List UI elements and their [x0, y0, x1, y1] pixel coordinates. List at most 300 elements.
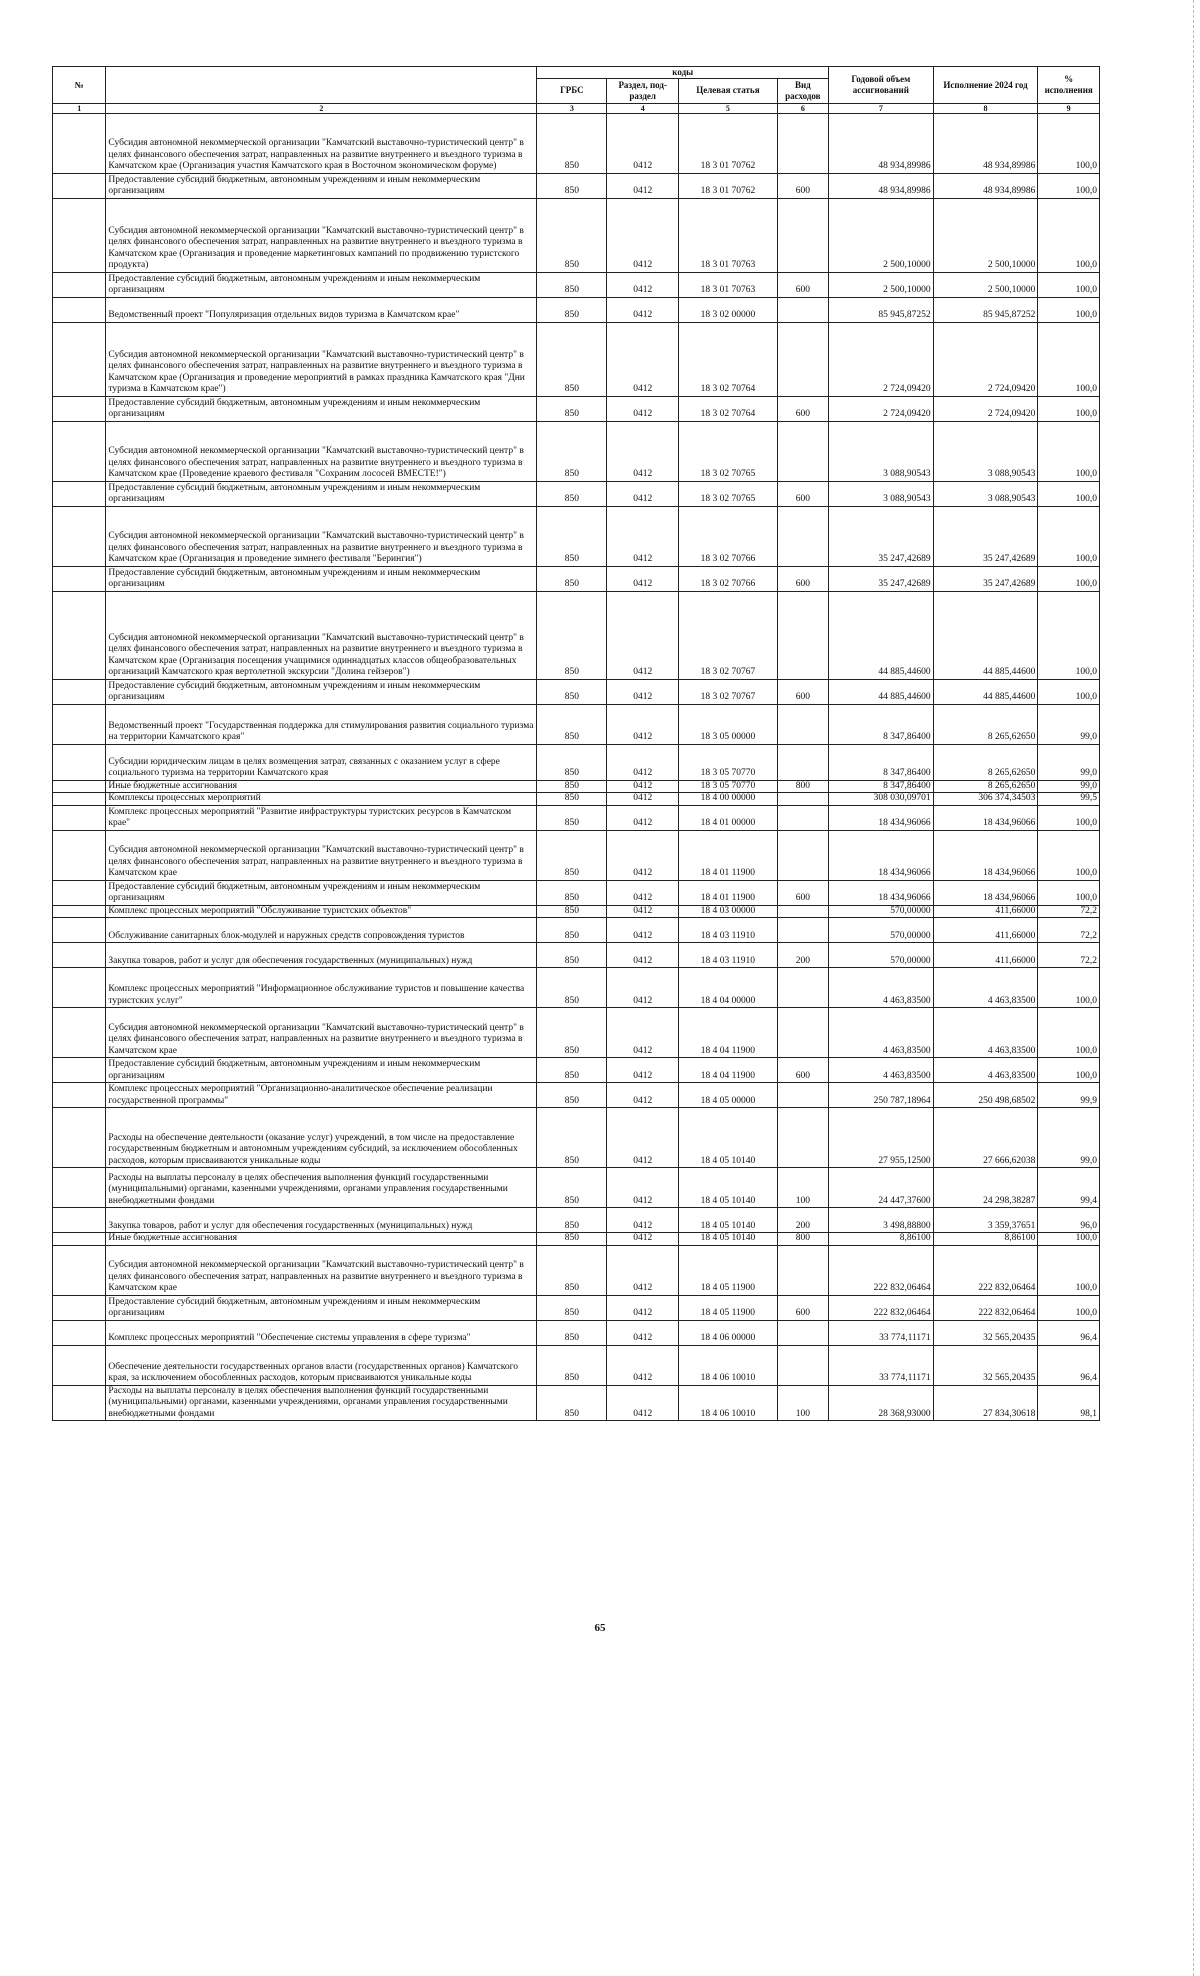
- row-target-article: 18 3 05 70770: [679, 744, 778, 780]
- row-annual-amount: 35 247,42689: [828, 506, 933, 566]
- column-number-cell: 7: [828, 103, 933, 113]
- row-execution-percent: 100,0: [1038, 1058, 1100, 1083]
- row-expense-type: [777, 1108, 828, 1168]
- row-number-cell: [53, 1058, 106, 1083]
- row-description: Предоставление субсидий бюджетным, автономным учреждениям и иным некоммерческим организациям: [106, 880, 537, 905]
- row-section: 0412: [607, 506, 679, 566]
- row-expense-type: [777, 793, 828, 806]
- row-execution-amount: 32 565,20435: [933, 1345, 1038, 1385]
- row-number-cell: [53, 113, 106, 173]
- row-grbs: 850: [537, 744, 607, 780]
- row-section: 0412: [607, 1245, 679, 1295]
- header-description: [106, 67, 537, 104]
- row-execution-amount: 411,66000: [933, 918, 1038, 943]
- row-annual-amount: 2 724,09420: [828, 322, 933, 396]
- column-number-row: [53, 103, 1100, 113]
- row-execution-percent: 100,0: [1038, 198, 1100, 272]
- row-description: Субсидия автономной некоммерческой организации "Камчатский выставочно-туристический центр" в целях финансового обеспечения затрат, направленных на развитие внутреннего и въездного туризма в Камчатском крае (Проведение краевого фестиваля "Сохраним лососей ВМЕСТЕ!"): [106, 421, 537, 481]
- row-target-article: 18 4 04 11900: [679, 1058, 778, 1083]
- row-expense-type: 600: [777, 396, 828, 421]
- row-section: 0412: [607, 1208, 679, 1233]
- row-target-article: 18 4 05 11900: [679, 1245, 778, 1295]
- row-execution-percent: 100,0: [1038, 297, 1100, 322]
- row-execution-percent: 100,0: [1038, 506, 1100, 566]
- row-annual-amount: 3 498,88800: [828, 1208, 933, 1233]
- row-grbs: 850: [537, 272, 607, 297]
- row-target-article: 18 4 06 00000: [679, 1320, 778, 1345]
- row-section: 0412: [607, 880, 679, 905]
- row-number-cell: [53, 744, 106, 780]
- row-annual-amount: 8,86100: [828, 1233, 933, 1246]
- row-expense-type: [777, 830, 828, 880]
- row-execution-percent: 98,1: [1038, 1385, 1100, 1421]
- row-execution-amount: 2 500,10000: [933, 272, 1038, 297]
- row-execution-percent: 100,0: [1038, 566, 1100, 591]
- row-annual-amount: 570,00000: [828, 905, 933, 918]
- header-pct: % исполнения: [1038, 67, 1100, 104]
- row-number-cell: [53, 679, 106, 704]
- row-description: Комплекс процессных мероприятий "Обеспечение системы управления в сфере туризма": [106, 1320, 537, 1345]
- row-grbs: 850: [537, 1083, 607, 1108]
- row-annual-amount: 4 463,83500: [828, 1008, 933, 1058]
- row-annual-amount: 48 934,89986: [828, 113, 933, 173]
- row-grbs: 850: [537, 173, 607, 198]
- row-execution-percent: 99,0: [1038, 704, 1100, 744]
- row-grbs: 850: [537, 830, 607, 880]
- row-description: Предоставление субсидий бюджетным, автономным учреждениям и иным некоммерческим организациям: [106, 679, 537, 704]
- row-execution-percent: 72,2: [1038, 918, 1100, 943]
- row-expense-type: 600: [777, 173, 828, 198]
- row-section: 0412: [607, 1108, 679, 1168]
- table-row: [53, 1208, 1100, 1233]
- row-annual-amount: 4 463,83500: [828, 1058, 933, 1083]
- column-number-cell: 4: [607, 103, 679, 113]
- row-execution-percent: 99,0: [1038, 1108, 1100, 1168]
- row-annual-amount: 570,00000: [828, 918, 933, 943]
- row-execution-percent: 96,0: [1038, 1208, 1100, 1233]
- header-codes: коды: [537, 67, 829, 79]
- row-annual-amount: 18 434,96066: [828, 830, 933, 880]
- row-number-cell: [53, 272, 106, 297]
- row-target-article: 18 4 06 10010: [679, 1345, 778, 1385]
- row-annual-amount: 8 347,86400: [828, 704, 933, 744]
- row-section: 0412: [607, 591, 679, 679]
- row-grbs: 850: [537, 679, 607, 704]
- row-section: 0412: [607, 679, 679, 704]
- row-execution-amount: 8 265,62650: [933, 744, 1038, 780]
- row-grbs: 850: [537, 880, 607, 905]
- row-description: Предоставление субсидий бюджетным, автономным учреждениям и иным некоммерческим организациям: [106, 1295, 537, 1320]
- table-row: [53, 1233, 1100, 1246]
- row-annual-amount: 27 955,12500: [828, 1108, 933, 1168]
- row-expense-type: 600: [777, 481, 828, 506]
- row-section: 0412: [607, 780, 679, 793]
- row-execution-amount: 8 265,62650: [933, 780, 1038, 793]
- row-target-article: 18 4 05 00000: [679, 1083, 778, 1108]
- row-expense-type: 100: [777, 1385, 828, 1421]
- row-execution-percent: 100,0: [1038, 968, 1100, 1008]
- row-description: Предоставление субсидий бюджетным, автономным учреждениям и иным некоммерческим организациям: [106, 173, 537, 198]
- row-annual-amount: 2 724,09420: [828, 396, 933, 421]
- table-row: [53, 481, 1100, 506]
- row-description: Расходы на обеспечение деятельности (оказание услуг) учреждений, в том числе на предоставление государственным бюджетным и автономным учреждениям субсидий, за исключением обособленных расходов, которым присваиваются уникальные коды: [106, 1108, 537, 1168]
- row-description: Субсидия автономной некоммерческой организации "Камчатский выставочно-туристический центр" в целях финансового обеспечения затрат, направленных на развитие внутреннего и въездного туризма в Камчатском крае (Организация участия Камчатского края в Восточном экономическом форуме): [106, 113, 537, 173]
- row-expense-type: 600: [777, 1058, 828, 1083]
- row-number-cell: [53, 506, 106, 566]
- row-annual-amount: 2 500,10000: [828, 198, 933, 272]
- row-target-article: 18 3 02 70765: [679, 421, 778, 481]
- row-annual-amount: 33 774,11171: [828, 1345, 933, 1385]
- row-section: 0412: [607, 566, 679, 591]
- row-execution-amount: 222 832,06464: [933, 1295, 1038, 1320]
- row-section: 0412: [607, 1320, 679, 1345]
- table-row: [53, 1008, 1100, 1058]
- row-execution-amount: 306 374,34503: [933, 793, 1038, 806]
- row-grbs: 850: [537, 1385, 607, 1421]
- row-description: Субсидия автономной некоммерческой организации "Камчатский выставочно-туристический центр" в целях финансового обеспечения затрат, направленных на развитие внутреннего и въездного туризма в Камчатском крае (Организация и проведение зимнего фестиваля "Берингия"): [106, 506, 537, 566]
- row-expense-type: [777, 704, 828, 744]
- column-number-cell: 3: [537, 103, 607, 113]
- row-expense-type: [777, 968, 828, 1008]
- row-grbs: 850: [537, 1058, 607, 1083]
- row-annual-amount: 308 030,09701: [828, 793, 933, 806]
- row-number-cell: [53, 591, 106, 679]
- row-number-cell: [53, 421, 106, 481]
- row-number-cell: [53, 793, 106, 806]
- row-execution-percent: 99,0: [1038, 780, 1100, 793]
- row-section: 0412: [607, 198, 679, 272]
- row-target-article: 18 4 01 00000: [679, 805, 778, 830]
- row-section: 0412: [607, 1233, 679, 1246]
- row-grbs: 850: [537, 918, 607, 943]
- row-grbs: 850: [537, 1320, 607, 1345]
- row-number-cell: [53, 1008, 106, 1058]
- row-execution-percent: 100,0: [1038, 272, 1100, 297]
- row-target-article: 18 4 01 11900: [679, 830, 778, 880]
- row-expense-type: 600: [777, 880, 828, 905]
- row-execution-percent: 100,0: [1038, 322, 1100, 396]
- row-description: Закупка товаров, работ и услуг для обеспечения государственных (муниципальных) нужд: [106, 1208, 537, 1233]
- row-section: 0412: [607, 481, 679, 506]
- row-execution-percent: 100,0: [1038, 805, 1100, 830]
- row-description: Иные бюджетные ассигнования: [106, 780, 537, 793]
- row-target-article: 18 3 05 00000: [679, 704, 778, 744]
- row-description: Расходы на выплаты персоналу в целях обеспечения выполнения функций государственными (муниципальными) органами, казенными учреждениями, органами управления государственными внебюджетными фондами: [106, 1168, 537, 1208]
- row-annual-amount: 48 934,89986: [828, 173, 933, 198]
- table-row: [53, 679, 1100, 704]
- row-annual-amount: 570,00000: [828, 943, 933, 968]
- table-row: [53, 1295, 1100, 1320]
- row-grbs: 850: [537, 780, 607, 793]
- row-description: Предоставление субсидий бюджетным, автономным учреждениям и иным некоммерческим организациям: [106, 566, 537, 591]
- row-execution-amount: 2 724,09420: [933, 322, 1038, 396]
- row-number-cell: [53, 1108, 106, 1168]
- row-annual-amount: 8 347,86400: [828, 780, 933, 793]
- row-number-cell: [53, 880, 106, 905]
- table-row: [53, 1245, 1100, 1295]
- table-row: [53, 1058, 1100, 1083]
- row-number-cell: [53, 481, 106, 506]
- row-number-cell: [53, 1320, 106, 1345]
- row-execution-percent: 72,2: [1038, 905, 1100, 918]
- table-row: [53, 793, 1100, 806]
- table-row: [53, 1083, 1100, 1108]
- row-section: 0412: [607, 968, 679, 1008]
- row-execution-percent: 96,4: [1038, 1320, 1100, 1345]
- column-number-cell: 6: [777, 103, 828, 113]
- row-section: 0412: [607, 1345, 679, 1385]
- table-row: [53, 1385, 1100, 1421]
- row-grbs: 850: [537, 1008, 607, 1058]
- row-grbs: 850: [537, 1345, 607, 1385]
- row-execution-amount: 18 434,96066: [933, 805, 1038, 830]
- row-grbs: 850: [537, 1295, 607, 1320]
- row-grbs: 850: [537, 793, 607, 806]
- row-expense-type: [777, 805, 828, 830]
- row-target-article: 18 4 05 10140: [679, 1233, 778, 1246]
- row-section: 0412: [607, 297, 679, 322]
- table-row: [53, 396, 1100, 421]
- row-execution-amount: 48 934,89986: [933, 173, 1038, 198]
- row-number-cell: [53, 322, 106, 396]
- row-execution-amount: 250 498,68502: [933, 1083, 1038, 1108]
- table-row: [53, 1108, 1100, 1168]
- row-annual-amount: 44 885,44600: [828, 591, 933, 679]
- table-row: [53, 297, 1100, 322]
- row-description: Субсидия автономной некоммерческой организации "Камчатский выставочно-туристический центр" в целях финансового обеспечения затрат, направленных на развитие внутреннего и въездного туризма в Камчатском крае (Организация и проведение маркетинговых кампаний по продвижению туристского продукта): [106, 198, 537, 272]
- row-annual-amount: 222 832,06464: [828, 1295, 933, 1320]
- table-row: [53, 943, 1100, 968]
- row-grbs: 850: [537, 1168, 607, 1208]
- row-number-cell: [53, 1345, 106, 1385]
- row-section: 0412: [607, 1295, 679, 1320]
- row-expense-type: [777, 591, 828, 679]
- row-number-cell: [53, 704, 106, 744]
- row-expense-type: [777, 1008, 828, 1058]
- row-execution-percent: 99,5: [1038, 793, 1100, 806]
- row-execution-amount: 48 934,89986: [933, 113, 1038, 173]
- row-number-cell: [53, 905, 106, 918]
- row-description: Закупка товаров, работ и услуг для обеспечения государственных (муниципальных) нужд: [106, 943, 537, 968]
- row-grbs: 850: [537, 1108, 607, 1168]
- table-row: [53, 968, 1100, 1008]
- row-target-article: 18 4 04 11900: [679, 1008, 778, 1058]
- row-execution-amount: 3 088,90543: [933, 481, 1038, 506]
- row-target-article: 18 3 02 70767: [679, 679, 778, 704]
- column-number-cell: 8: [933, 103, 1038, 113]
- row-execution-percent: 100,0: [1038, 1008, 1100, 1058]
- table-row: [53, 421, 1100, 481]
- row-annual-amount: 24 447,37600: [828, 1168, 933, 1208]
- row-target-article: 18 4 03 00000: [679, 905, 778, 918]
- row-annual-amount: 35 247,42689: [828, 566, 933, 591]
- row-annual-amount: 8 347,86400: [828, 744, 933, 780]
- row-description: Комплекс процессных мероприятий "Обслуживание туристских объектов": [106, 905, 537, 918]
- row-description: Предоставление субсидий бюджетным, автономным учреждениям и иным некоммерческим организациям: [106, 1058, 537, 1083]
- row-execution-percent: 99,4: [1038, 1168, 1100, 1208]
- row-expense-type: 600: [777, 272, 828, 297]
- row-number-cell: [53, 943, 106, 968]
- page-edge-line: [1193, 0, 1194, 1976]
- column-number-cell: 5: [679, 103, 778, 113]
- row-execution-amount: 35 247,42689: [933, 506, 1038, 566]
- row-target-article: 18 3 02 70766: [679, 506, 778, 566]
- row-execution-amount: 4 463,83500: [933, 1008, 1038, 1058]
- row-description: Комплекс процессных мероприятий "Развитие инфраструктуры туристских ресурсов в Камчатском крае": [106, 805, 537, 830]
- row-description: Комплексы процессных мероприятий: [106, 793, 537, 806]
- row-expense-type: [777, 1083, 828, 1108]
- row-grbs: 850: [537, 198, 607, 272]
- row-target-article: 18 4 03 11910: [679, 918, 778, 943]
- row-execution-amount: 27 666,62038: [933, 1108, 1038, 1168]
- row-execution-percent: 100,0: [1038, 1245, 1100, 1295]
- row-execution-amount: 18 434,96066: [933, 830, 1038, 880]
- row-number-cell: [53, 968, 106, 1008]
- row-description: Расходы на выплаты персоналу в целях обеспечения выполнения функций государственными (муниципальными) органами, казенными учреждениями, органами управления государственными внебюджетными фондами: [106, 1385, 537, 1421]
- row-annual-amount: 28 368,93000: [828, 1385, 933, 1421]
- row-section: 0412: [607, 1008, 679, 1058]
- row-target-article: 18 4 06 10010: [679, 1385, 778, 1421]
- row-execution-amount: 8 265,62650: [933, 704, 1038, 744]
- row-grbs: 850: [537, 943, 607, 968]
- table-row: [53, 198, 1100, 272]
- row-description: Предоставление субсидий бюджетным, автономным учреждениям и иным некоммерческим организациям: [106, 481, 537, 506]
- row-number-cell: [53, 780, 106, 793]
- row-number-cell: [53, 1245, 106, 1295]
- row-description: Предоставление субсидий бюджетным, автономным учреждениям и иным некоммерческим организациям: [106, 396, 537, 421]
- row-target-article: 18 4 05 10140: [679, 1168, 778, 1208]
- row-number-cell: [53, 198, 106, 272]
- row-execution-percent: 100,0: [1038, 396, 1100, 421]
- row-expense-type: 100: [777, 1168, 828, 1208]
- column-number-cell: 1: [53, 103, 106, 113]
- row-annual-amount: 44 885,44600: [828, 679, 933, 704]
- row-target-article: 18 3 02 70764: [679, 396, 778, 421]
- row-expense-type: [777, 322, 828, 396]
- row-execution-amount: 4 463,83500: [933, 968, 1038, 1008]
- budget-table: [52, 66, 1100, 1421]
- row-expense-type: [777, 506, 828, 566]
- row-expense-type: [777, 1245, 828, 1295]
- table-body: [53, 113, 1100, 1421]
- row-number-cell: [53, 1385, 106, 1421]
- row-section: 0412: [607, 830, 679, 880]
- row-section: 0412: [607, 918, 679, 943]
- table-row: [53, 113, 1100, 173]
- row-grbs: 850: [537, 1233, 607, 1246]
- row-execution-amount: 44 885,44600: [933, 679, 1038, 704]
- row-grbs: 850: [537, 481, 607, 506]
- row-expense-type: [777, 918, 828, 943]
- row-annual-amount: 3 088,90543: [828, 421, 933, 481]
- table-row: [53, 1345, 1100, 1385]
- row-target-article: 18 4 01 11900: [679, 880, 778, 905]
- row-annual-amount: 18 434,96066: [828, 805, 933, 830]
- row-section: 0412: [607, 322, 679, 396]
- row-grbs: 850: [537, 566, 607, 591]
- row-execution-amount: 3 088,90543: [933, 421, 1038, 481]
- row-number-cell: [53, 396, 106, 421]
- row-number-cell: [53, 566, 106, 591]
- row-target-article: 18 3 01 70763: [679, 272, 778, 297]
- row-number-cell: [53, 1208, 106, 1233]
- table-row: [53, 1168, 1100, 1208]
- row-description: Предоставление субсидий бюджетным, автономным учреждениям и иным некоммерческим организациям: [106, 272, 537, 297]
- row-execution-percent: 96,4: [1038, 1345, 1100, 1385]
- table-row: [53, 272, 1100, 297]
- row-grbs: 850: [537, 905, 607, 918]
- row-target-article: 18 4 03 11910: [679, 943, 778, 968]
- row-target-article: 18 3 02 70765: [679, 481, 778, 506]
- row-grbs: 850: [537, 1245, 607, 1295]
- row-section: 0412: [607, 272, 679, 297]
- table-row: [53, 566, 1100, 591]
- row-expense-type: 200: [777, 943, 828, 968]
- row-execution-amount: 2 500,10000: [933, 198, 1038, 272]
- row-description: Ведомственный проект "Государственная поддержка для стимулирования развития социального туризма на территории Камчатского края": [106, 704, 537, 744]
- row-section: 0412: [607, 1168, 679, 1208]
- row-section: 0412: [607, 943, 679, 968]
- table-row: [53, 880, 1100, 905]
- table-row: [53, 591, 1100, 679]
- row-annual-amount: 4 463,83500: [828, 968, 933, 1008]
- row-section: 0412: [607, 396, 679, 421]
- header-no: №: [53, 67, 106, 104]
- row-description: Субсидия автономной некоммерческой организации "Камчатский выставочно-туристический центр" в целях финансового обеспечения затрат, направленных на развитие внутреннего и въездного туризма в Камчатском крае: [106, 830, 537, 880]
- row-target-article: 18 3 02 70766: [679, 566, 778, 591]
- row-description: Иные бюджетные ассигнования: [106, 1233, 537, 1246]
- table-row: [53, 744, 1100, 780]
- table-row: [53, 905, 1100, 918]
- row-description: Субсидия автономной некоммерческой организации "Камчатский выставочно-туристический центр" в целях финансового обеспечения затрат, направленных на развитие внутреннего и въездного туризма в Камчатском крае (Организация и проведение мероприятий в рамках праздника Камчатского края "Дни туризма в Камчатском крае"): [106, 322, 537, 396]
- row-section: 0412: [607, 173, 679, 198]
- row-execution-amount: 4 463,83500: [933, 1058, 1038, 1083]
- row-description: Обеспечение деятельности государственных органов власти (государственных органов) Камчатского края, за исключением обособленных расходов, которым присваиваются уникальные коды: [106, 1345, 537, 1385]
- row-section: 0412: [607, 113, 679, 173]
- row-number-cell: [53, 805, 106, 830]
- row-number-cell: [53, 1233, 106, 1246]
- row-grbs: 850: [537, 968, 607, 1008]
- column-number-cell: 2: [106, 103, 537, 113]
- row-description: Ведомственный проект "Популяризация отдельных видов туризма в Камчатском крае": [106, 297, 537, 322]
- row-section: 0412: [607, 1385, 679, 1421]
- row-expense-type: [777, 1345, 828, 1385]
- row-grbs: 850: [537, 805, 607, 830]
- row-description: Субсидия автономной некоммерческой организации "Камчатский выставочно-туристический центр" в целях финансового обеспечения затрат, направленных на развитие внутреннего и въездного туризма в Камчатском крае: [106, 1008, 537, 1058]
- row-number-cell: [53, 297, 106, 322]
- row-expense-type: 800: [777, 1233, 828, 1246]
- row-expense-type: 600: [777, 1295, 828, 1320]
- row-target-article: 18 3 01 70762: [679, 173, 778, 198]
- row-execution-amount: 3 359,37651: [933, 1208, 1038, 1233]
- row-annual-amount: 250 787,18964: [828, 1083, 933, 1108]
- row-number-cell: [53, 918, 106, 943]
- table-row: [53, 918, 1100, 943]
- row-execution-percent: 100,0: [1038, 421, 1100, 481]
- row-section: 0412: [607, 905, 679, 918]
- row-number-cell: [53, 1295, 106, 1320]
- row-annual-amount: 3 088,90543: [828, 481, 933, 506]
- row-expense-type: [777, 421, 828, 481]
- row-execution-percent: 72,2: [1038, 943, 1100, 968]
- row-execution-percent: 100,0: [1038, 591, 1100, 679]
- row-section: 0412: [607, 744, 679, 780]
- row-number-cell: [53, 830, 106, 880]
- row-section: 0412: [607, 805, 679, 830]
- row-target-article: 18 4 05 10140: [679, 1108, 778, 1168]
- row-annual-amount: 2 500,10000: [828, 272, 933, 297]
- row-expense-type: 800: [777, 780, 828, 793]
